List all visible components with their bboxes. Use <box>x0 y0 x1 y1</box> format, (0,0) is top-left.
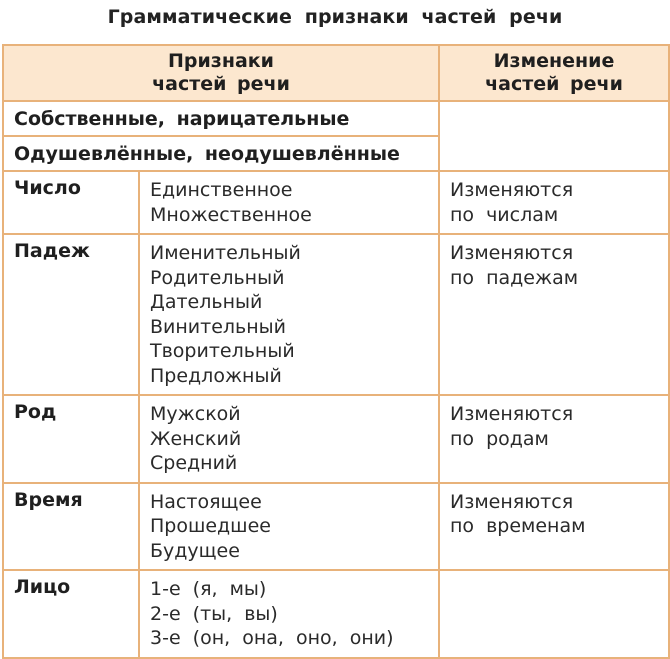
change-line: Изменяются <box>450 179 574 201</box>
header-change-line2: частей речи <box>485 73 623 95</box>
value-item: 3-е (он, она, оно, они) <box>150 627 394 649</box>
change-line: Изменяются <box>450 403 574 425</box>
value-item: Настоящее <box>150 490 262 513</box>
values-cell <box>139 483 439 571</box>
category-cell: Лицо <box>3 570 139 658</box>
change-line: по родам <box>450 427 549 450</box>
value-item: 2-е (ты, вы) <box>150 602 278 625</box>
value-item: 1-е (я, мы) <box>150 578 267 600</box>
change-line: по падежам <box>450 266 579 289</box>
header-change-line1: Изменение <box>493 50 615 72</box>
value-item: Женский <box>150 427 242 450</box>
change-line: по числам <box>450 203 559 226</box>
table-row <box>3 395 669 483</box>
change-line: Изменяются <box>450 490 574 513</box>
table-row <box>3 234 669 395</box>
empty-change-cell <box>439 101 669 171</box>
value-item: Творительный <box>150 340 295 362</box>
category-cell: Род <box>3 395 139 483</box>
grammar-table <box>2 44 670 659</box>
header-features-line1: Признаки <box>167 50 274 72</box>
value-item: Дательный <box>150 291 263 313</box>
change-cell <box>439 483 669 571</box>
change-cell <box>439 395 669 483</box>
value-item: Винительный <box>150 315 287 338</box>
page-title: Грамматические признаки частей речи <box>107 6 563 28</box>
category-cell: Число <box>3 171 139 234</box>
value-item: Мужской <box>150 403 241 425</box>
value-item: Прошедшее <box>150 515 271 537</box>
category-cell: Время <box>3 483 139 571</box>
table-header-row <box>3 45 669 101</box>
change-cell-empty <box>439 570 669 658</box>
table-row <box>3 570 669 658</box>
header-features <box>3 45 439 101</box>
animacy-cell: Одушевлённые, неодушевлённые <box>3 136 439 171</box>
values-cell <box>139 395 439 483</box>
values-cell <box>139 570 439 658</box>
table-row <box>3 483 669 571</box>
category-cell: Падеж <box>3 234 139 395</box>
table-row-proper-common <box>3 101 669 136</box>
values-cell <box>139 234 439 395</box>
table-row <box>3 171 669 234</box>
value-item: Родительный <box>150 266 285 289</box>
change-line: Изменяются <box>450 242 574 264</box>
value-item: Будущее <box>150 539 240 562</box>
change-cell <box>439 171 669 234</box>
values-cell <box>139 171 439 234</box>
change-line: по временам <box>450 515 586 537</box>
value-item: Именительный <box>150 242 301 264</box>
value-item: Множественное <box>150 203 312 226</box>
change-cell <box>439 234 669 395</box>
value-item: Средний <box>150 452 238 474</box>
value-item: Единственное <box>150 179 293 201</box>
header-features-line2: частей речи <box>152 73 290 95</box>
header-change <box>439 45 669 101</box>
proper-common-cell: Собственные, нарицательные <box>3 101 439 136</box>
value-item: Предложный <box>150 364 282 387</box>
